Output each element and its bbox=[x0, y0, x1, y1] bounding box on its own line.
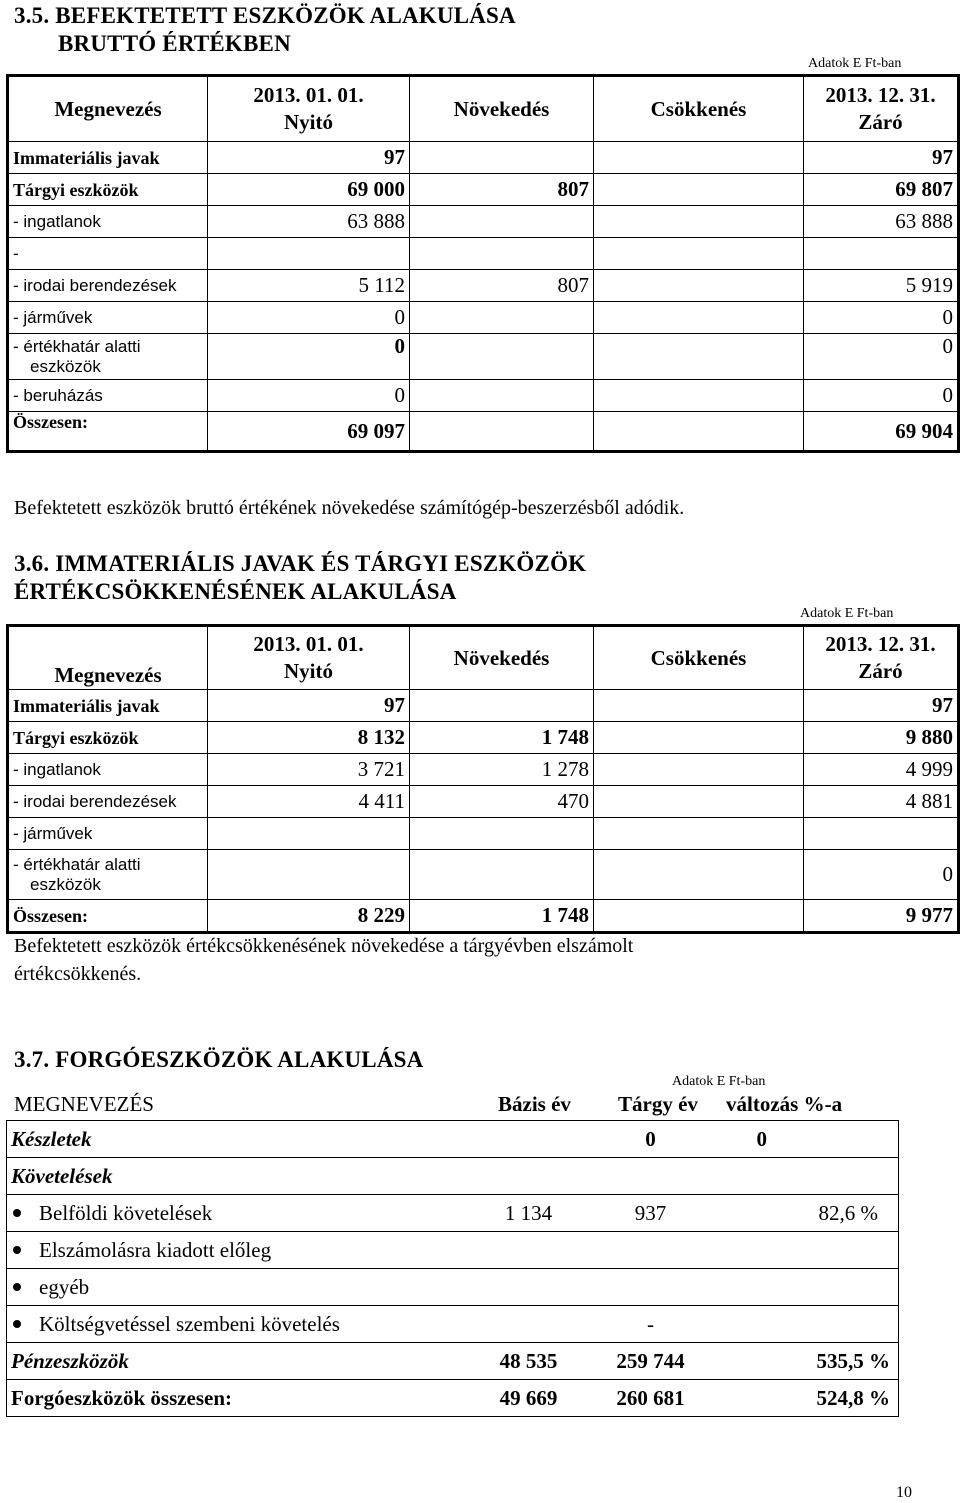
change-value: 535,5 % bbox=[711, 1343, 899, 1380]
close-value: 9 880 bbox=[804, 722, 959, 754]
close-value: 5 919 bbox=[804, 270, 959, 302]
row-label: Tárgyi eszközök bbox=[8, 174, 208, 206]
table-row bbox=[8, 690, 959, 722]
increase-value: 470 bbox=[410, 786, 594, 818]
row-label-line-1: - értékhatár alatti bbox=[13, 854, 141, 874]
current-value bbox=[591, 1269, 711, 1306]
open-value: 63 888 bbox=[208, 206, 410, 238]
col-decrease-header: Csökkenés bbox=[594, 626, 804, 690]
page-number: 10 bbox=[896, 1484, 912, 1501]
table-row bbox=[8, 142, 959, 174]
increase-value: 1 748 bbox=[410, 900, 594, 933]
close-label: Záró bbox=[858, 110, 903, 134]
decrease-value bbox=[594, 302, 804, 334]
header-row bbox=[8, 626, 959, 690]
bullet-icon bbox=[13, 1320, 21, 1328]
current-value bbox=[591, 1158, 711, 1195]
note-line-2: értékcsökkenés. bbox=[14, 963, 142, 985]
close-value bbox=[804, 818, 959, 850]
close-date: 2013. 12. 31. bbox=[825, 632, 936, 656]
current-assets-header bbox=[14, 1092, 898, 1120]
change-value bbox=[711, 1158, 899, 1195]
row-label: - ingatlanok bbox=[8, 754, 208, 786]
header-row bbox=[8, 76, 959, 142]
col-change-header: változás %-a bbox=[726, 1092, 843, 1116]
row-label: - irodai berendezések bbox=[8, 786, 208, 818]
increase-value bbox=[410, 142, 594, 174]
open-value bbox=[208, 238, 410, 270]
row-label: Forgóeszközök összesen: bbox=[7, 1380, 467, 1417]
row-label: - bbox=[8, 238, 208, 270]
note-line-1: Befektetett eszközök értékcsökkenésének növekedése a tárgyévben elszámolt bbox=[14, 935, 634, 957]
row-label bbox=[8, 850, 208, 900]
row-label bbox=[7, 1195, 467, 1232]
row-label: Követelések bbox=[7, 1158, 467, 1195]
close-value: 63 888 bbox=[804, 206, 959, 238]
col-open-header bbox=[208, 626, 410, 690]
open-value: 0 bbox=[208, 380, 410, 412]
decrease-value bbox=[594, 380, 804, 412]
col-increase-header: Növekedés bbox=[410, 76, 594, 142]
open-label: Nyitó bbox=[284, 659, 333, 683]
base-value: 1 134 bbox=[467, 1195, 591, 1232]
change-value bbox=[711, 1269, 899, 1306]
gross-value-table bbox=[6, 74, 960, 453]
change-value: 524,8 % bbox=[711, 1380, 899, 1417]
base-value bbox=[467, 1306, 591, 1343]
current-value: 259 744 bbox=[591, 1343, 711, 1380]
col-close-header bbox=[804, 76, 959, 142]
decrease-value bbox=[594, 850, 804, 900]
change-value: 82,6 % bbox=[711, 1195, 899, 1232]
row-label: Immateriális javak bbox=[8, 142, 208, 174]
close-value: 0 bbox=[804, 380, 959, 412]
total-row bbox=[8, 900, 959, 933]
close-value: 97 bbox=[804, 142, 959, 174]
depreciation-note bbox=[14, 932, 633, 988]
open-date: 2013. 01. 01. bbox=[253, 83, 364, 107]
bullet-icon bbox=[13, 1209, 21, 1217]
title-line-2: BRUTTÓ ÉRTÉKBEN bbox=[58, 31, 291, 56]
table-row bbox=[8, 334, 959, 380]
close-value: 69 807 bbox=[804, 174, 959, 206]
col-name-header: Megnevezés bbox=[8, 626, 208, 690]
current-value bbox=[591, 1232, 711, 1269]
table-row bbox=[8, 238, 959, 270]
row-label-text: Költségvetéssel szembeni követelés bbox=[39, 1311, 340, 1336]
row-label bbox=[8, 334, 208, 380]
table-row bbox=[7, 1269, 899, 1306]
decrease-value bbox=[594, 690, 804, 722]
decrease-value bbox=[594, 900, 804, 933]
base-value bbox=[467, 1232, 591, 1269]
change-value bbox=[711, 1232, 899, 1269]
table-row bbox=[7, 1232, 899, 1269]
row-label: - járművek bbox=[8, 302, 208, 334]
table-row bbox=[8, 850, 959, 900]
close-label: Záró bbox=[858, 659, 903, 683]
table-row bbox=[8, 302, 959, 334]
table-row bbox=[8, 754, 959, 786]
decrease-value bbox=[594, 206, 804, 238]
open-value: 8 132 bbox=[208, 722, 410, 754]
close-value: 9 977 bbox=[804, 900, 959, 933]
decrease-value bbox=[594, 412, 804, 452]
row-label bbox=[7, 1269, 467, 1306]
close-value: 0 bbox=[804, 302, 959, 334]
open-value: 97 bbox=[208, 690, 410, 722]
decrease-value bbox=[594, 174, 804, 206]
bullet-icon bbox=[13, 1283, 21, 1291]
table-row bbox=[8, 818, 959, 850]
close-value: 0 bbox=[804, 850, 959, 900]
row-label-text: Elszámolásra kiadott előleg bbox=[39, 1237, 272, 1262]
title-line-2: ÉRTÉKCSÖKKENÉSÉNEK ALAKULÁSA bbox=[14, 579, 457, 604]
decrease-value bbox=[594, 722, 804, 754]
open-value: 69 097 bbox=[208, 412, 410, 452]
row-label: Immateriális javak bbox=[8, 690, 208, 722]
table-row bbox=[8, 174, 959, 206]
increase-value bbox=[410, 302, 594, 334]
open-value: 0 bbox=[208, 334, 410, 380]
table-row bbox=[7, 1306, 899, 1343]
current-value: 0 bbox=[591, 1121, 711, 1158]
row-label-text: egyéb bbox=[39, 1274, 90, 1299]
title-line-1: 3.6. IMMATERIÁLIS JAVAK ÉS TÁRGYI ESZKÖZÖK bbox=[14, 551, 587, 576]
open-value: 0 bbox=[208, 302, 410, 334]
row-label: Pénzeszközök bbox=[7, 1343, 467, 1380]
increase-value bbox=[410, 412, 594, 452]
row-label: - ingatlanok bbox=[8, 206, 208, 238]
increase-value bbox=[410, 206, 594, 238]
increase-value bbox=[410, 380, 594, 412]
unit-note: Adatok E Ft-ban bbox=[672, 1074, 766, 1089]
increase-value bbox=[410, 690, 594, 722]
open-value: 69 000 bbox=[208, 174, 410, 206]
row-label-line-2: eszközök bbox=[30, 874, 101, 894]
current-value: 260 681 bbox=[591, 1380, 711, 1417]
decrease-value bbox=[594, 786, 804, 818]
row-label: Készletek bbox=[7, 1121, 467, 1158]
bullet-icon bbox=[13, 1246, 21, 1254]
decrease-value bbox=[594, 142, 804, 174]
row-label: - beruházás bbox=[8, 380, 208, 412]
col-current-header: Tárgy év bbox=[618, 1092, 698, 1116]
col-increase-header: Növekedés bbox=[410, 626, 594, 690]
increase-value: 1 748 bbox=[410, 722, 594, 754]
close-value: 4 999 bbox=[804, 754, 959, 786]
table-row bbox=[8, 786, 959, 818]
row-label bbox=[7, 1306, 467, 1343]
base-value: 49 669 bbox=[467, 1380, 591, 1417]
decrease-value bbox=[594, 238, 804, 270]
open-label: Nyitó bbox=[284, 110, 333, 134]
table-row bbox=[7, 1121, 899, 1158]
increase-value bbox=[410, 818, 594, 850]
row-label bbox=[7, 1232, 467, 1269]
open-value: 3 721 bbox=[208, 754, 410, 786]
col-base-header: Bázis év bbox=[498, 1092, 571, 1116]
base-value: 48 535 bbox=[467, 1343, 591, 1380]
table-row bbox=[7, 1158, 899, 1195]
row-label-line-2: eszközök bbox=[30, 356, 101, 376]
decrease-value bbox=[594, 334, 804, 380]
col-close-header bbox=[804, 626, 959, 690]
row-label-text: Belföldi követelések bbox=[39, 1200, 213, 1225]
col-open-header bbox=[208, 76, 410, 142]
table-row bbox=[8, 270, 959, 302]
unit-note: Adatok E Ft-ban bbox=[808, 56, 902, 71]
decrease-value bbox=[594, 270, 804, 302]
row-label: - járművek bbox=[8, 818, 208, 850]
unit-note: Adatok E Ft-ban bbox=[800, 606, 894, 621]
change-value: 0 bbox=[711, 1121, 899, 1158]
change-value bbox=[711, 1306, 899, 1343]
row-label: Összesen: bbox=[8, 900, 208, 933]
decrease-value bbox=[594, 754, 804, 786]
increase-value: 807 bbox=[410, 270, 594, 302]
close-date: 2013. 12. 31. bbox=[825, 83, 936, 107]
base-value bbox=[467, 1121, 591, 1158]
close-value: 69 904 bbox=[804, 412, 959, 452]
open-value: 4 411 bbox=[208, 786, 410, 818]
current-value: - bbox=[591, 1306, 711, 1343]
open-date: 2013. 01. 01. bbox=[253, 632, 364, 656]
section-3-6-title bbox=[14, 550, 586, 606]
close-value bbox=[804, 238, 959, 270]
close-value: 4 881 bbox=[804, 786, 959, 818]
total-row bbox=[7, 1380, 899, 1417]
section-3-5-title bbox=[14, 2, 516, 58]
increase-value bbox=[410, 238, 594, 270]
gross-value-note: Befektetett eszközök bruttó értékének növekedése számítógép-beszerzésből adódik. bbox=[14, 497, 685, 519]
open-value: 5 112 bbox=[208, 270, 410, 302]
row-label: Tárgyi eszközök bbox=[8, 722, 208, 754]
row-label: Összesen: bbox=[8, 412, 208, 452]
col-decrease-header: Csökkenés bbox=[594, 76, 804, 142]
title-line-1: 3.5. BEFEKTETETT ESZKÖZÖK ALAKULÁSA bbox=[14, 3, 516, 28]
section-3-7-title: 3.7. FORGÓESZKÖZÖK ALAKULÁSA bbox=[14, 1047, 424, 1072]
close-value: 0 bbox=[804, 334, 959, 380]
table-row bbox=[8, 722, 959, 754]
table-row bbox=[8, 380, 959, 412]
base-value bbox=[467, 1158, 591, 1195]
open-value: 8 229 bbox=[208, 900, 410, 933]
open-value: 97 bbox=[208, 142, 410, 174]
base-value bbox=[467, 1269, 591, 1306]
increase-value bbox=[410, 850, 594, 900]
increase-value bbox=[410, 334, 594, 380]
increase-value: 1 278 bbox=[410, 754, 594, 786]
depreciation-table bbox=[6, 624, 960, 934]
increase-value: 807 bbox=[410, 174, 594, 206]
total-row bbox=[8, 412, 959, 452]
col-name-header: MEGNEVEZÉS bbox=[14, 1092, 154, 1116]
decrease-value bbox=[594, 818, 804, 850]
table-row bbox=[7, 1195, 899, 1232]
open-value bbox=[208, 850, 410, 900]
current-assets-table bbox=[6, 1120, 899, 1417]
table-row bbox=[7, 1343, 899, 1380]
row-label-line-1: - értékhatár alatti bbox=[13, 336, 141, 356]
close-value: 97 bbox=[804, 690, 959, 722]
open-value bbox=[208, 818, 410, 850]
current-value: 937 bbox=[591, 1195, 711, 1232]
table-row bbox=[8, 206, 959, 238]
row-label: - irodai berendezések bbox=[8, 270, 208, 302]
col-name-header: Megnevezés bbox=[8, 76, 208, 142]
